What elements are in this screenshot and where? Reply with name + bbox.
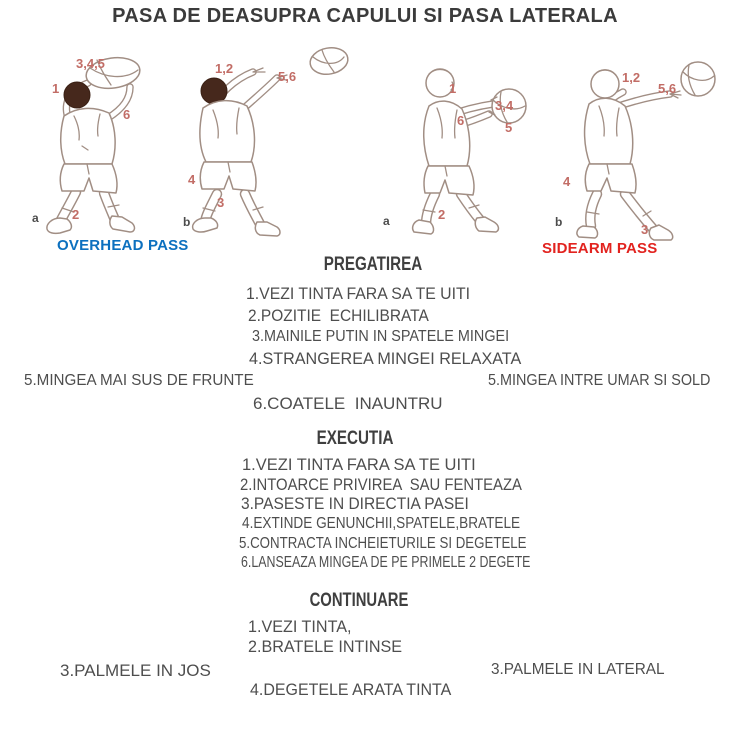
step-annotation: 5,6	[658, 81, 677, 96]
sidearm-pass-figure-b	[543, 50, 723, 245]
list-item: 2.BRATELE INTINSE	[248, 637, 403, 656]
list-item-right: 5.MINGEA INTRE UMAR SI SOLD	[488, 372, 711, 389]
step-annotation: 3,4	[495, 98, 514, 113]
step-annotation: 3,4,5	[76, 56, 105, 71]
list-item: 5.CONTRACTA INCHEIETURILE SI DEGETELE	[239, 535, 527, 552]
section-heading-continuare: CONTINUARE	[309, 590, 409, 611]
overhead-pass-label: OVERHEAD PASS	[57, 237, 189, 254]
list-item: 2.POZITIE ECHILIBRATA	[248, 306, 429, 325]
section-heading-pregatirea: PREGATIREA	[323, 254, 423, 275]
list-item: 3.PASESTE IN DIRECTIA PASEI	[241, 495, 469, 513]
list-item-left: 3.PALMELE IN JOS	[60, 661, 211, 680]
overhead-pass-figure-a	[30, 52, 175, 237]
frame-letter: b	[183, 215, 191, 229]
list-item: 1.VEZI TINTA,	[248, 617, 352, 636]
list-item: 6.LANSEAZA MINGEA DE PE PRIMELE 2 DEGETE	[241, 554, 531, 571]
list-item: 1.VEZI TINTA FARA SA TE UITI	[246, 284, 471, 303]
step-annotation: 4	[563, 174, 571, 189]
player-head	[64, 82, 90, 108]
overhead-pass-figure-b	[173, 46, 351, 244]
list-item-left: 5.MINGEA MAI SUS DE FRUNTE	[24, 372, 254, 389]
list-item: 4.STRANGEREA MINGEI RELAXATA	[249, 349, 522, 368]
step-annotation: 4	[188, 172, 196, 187]
step-annotation: 1	[52, 81, 60, 96]
player-drawing	[30, 52, 175, 237]
list-item: 1.VEZI TINTA FARA SA TE UITI	[242, 455, 476, 474]
step-annotation: 1,2	[622, 70, 641, 85]
basketball-icon	[308, 46, 350, 77]
page-title: PASA DE DEASUPRA CAPULUI SI PASA LATERALA	[112, 5, 618, 27]
step-annotation: 3	[217, 195, 225, 210]
step-annotation: 6	[123, 107, 131, 122]
step-annotation: 2	[438, 207, 446, 222]
frame-letter: b	[555, 215, 563, 229]
step-annotation: 5,6	[278, 69, 297, 84]
player-drawing	[383, 56, 535, 238]
list-item: 4.DEGETELE ARATA TINTA	[250, 680, 452, 699]
list-item: 2.INTOARCE PRIVIREA SAU FENTEAZA	[240, 476, 522, 494]
step-annotation: 3	[641, 222, 649, 237]
step-annotation: 2	[72, 207, 80, 222]
sidearm-pass-figure-a	[383, 56, 535, 238]
frame-letter: a	[383, 214, 390, 228]
step-annotation: 1	[449, 81, 457, 96]
section-heading-executia: EXECUTIA	[316, 428, 394, 449]
step-annotation: 6	[457, 113, 465, 128]
basketball-icon	[681, 62, 715, 96]
step-annotation: 1,2	[215, 61, 234, 76]
list-item-right: 3.PALMELE IN LATERAL	[491, 661, 665, 678]
list-item: 6.COATELE INAUNTRU	[253, 394, 443, 413]
frame-letter: a	[32, 211, 39, 225]
player-drawing	[173, 46, 351, 244]
list-item: 3.MAINILE PUTIN IN SPATELE MINGEI	[252, 328, 510, 345]
sidearm-pass-label: SIDEARM PASS	[542, 240, 658, 257]
list-item: 4.EXTINDE GENUNCHII,SPATELE,BRATELE	[242, 515, 521, 532]
step-annotation: 5	[505, 120, 513, 135]
